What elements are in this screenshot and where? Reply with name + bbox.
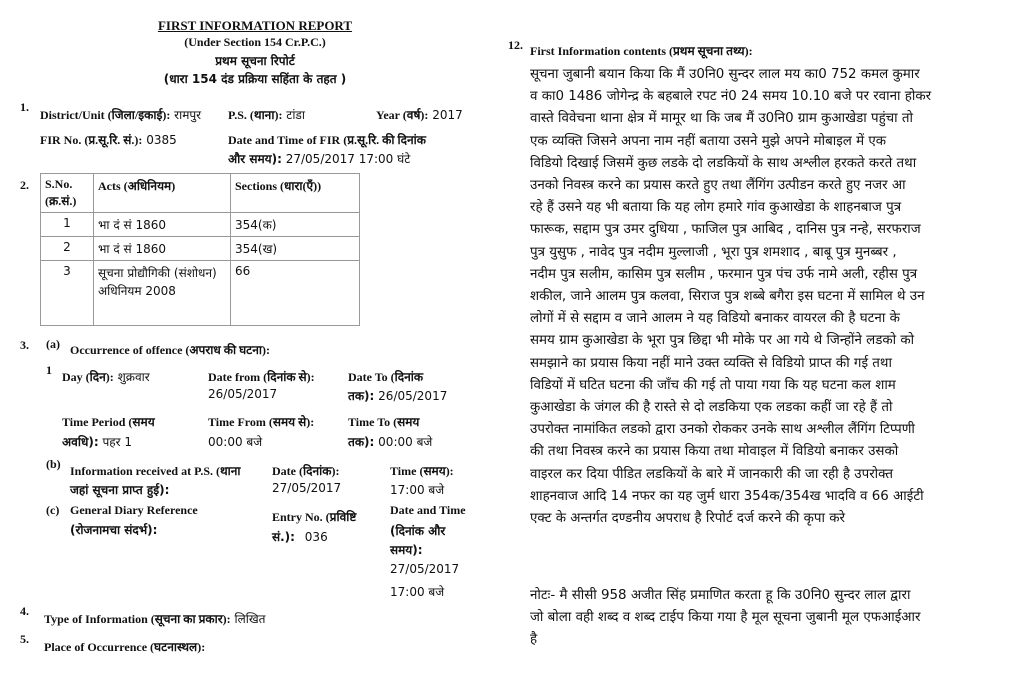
entry-no-label-2: सं.): <box>272 530 295 544</box>
year-label: Year (वर्ष): <box>376 108 429 122</box>
item-number: 1 <box>46 363 52 377</box>
date-to-label-2: तक): <box>348 389 375 403</box>
section-number: 12. <box>508 38 523 52</box>
time-from-label: Time From (समय से): <box>208 415 315 429</box>
content-line: एक्ट के अन्तर्गत दण्डनीय अपराध है रिपोर्ट दर्ज करने की कृपा करे <box>530 511 846 527</box>
diary-time-value: 17:00 बजे <box>390 585 445 599</box>
cell-act: भा दं सं 1860 <box>94 213 231 237</box>
certification-note <box>530 585 920 652</box>
info-type-value: लिखित <box>234 612 266 626</box>
table-row <box>41 237 360 261</box>
info-type-field <box>44 610 266 627</box>
time-to-label-2: तक): <box>348 435 375 449</box>
report-subtitle: (Under Section 154 Cr.P.C.) <box>184 35 326 49</box>
date-from-value: 26/05/2017 <box>208 387 278 401</box>
content-line: सूचना जुबानी बयान किया कि मैं उ0नि0 सुन्दर लाल मय का0 752 कमल कुमार <box>530 67 920 82</box>
entry-no-field <box>272 528 328 545</box>
content-line: रहे हैं उसने यह भी बताया कि यह लोग हमारे गांव कुआखेडा के शाहनबाज पुत्र <box>530 200 902 216</box>
place-of-occurrence-label: Place of Occurrence (घटनास्थल): <box>44 640 206 654</box>
year-field <box>376 106 463 123</box>
fir-number-field <box>40 131 177 148</box>
content-line: एक व्यक्ति जिसने अपना नाम नहीं बताया उसने मुझे अपने मोबाइल में एक <box>530 133 887 149</box>
cell-act: सूचना प्रोद्यौगिकी (संशोधन) अधिनियम 2008 <box>94 261 231 326</box>
entry-no-value: 036 <box>304 530 328 544</box>
date-to-field <box>348 387 447 404</box>
diary-datetime-label-3: समय): <box>390 543 423 557</box>
table-row <box>41 261 360 326</box>
table-row <box>41 213 360 237</box>
day-value: शुक्रवार <box>117 370 150 384</box>
cell-sno: 3 <box>41 261 94 326</box>
occurrence-label: Occurrence of offence (अपराध की घटना): <box>70 343 270 357</box>
police-station-label: P.S. (थाना): <box>228 108 283 122</box>
time-to-field <box>348 433 432 450</box>
col-header-sections: Sections (धारा(एँ)) <box>231 174 360 213</box>
note-line: जो बोला वही शब्द व शब्द टाईप किया गया है मूल सूचना जुबानी मूल एफआईआर <box>530 610 921 626</box>
report-title: FIRST INFORMATION REPORT <box>157 18 353 33</box>
section-number: 1. <box>20 100 29 114</box>
content-line: की तथा निवस्त्र करने का प्रयास किया तथा मोवाइल में विडियो बनाकर उसको <box>530 444 899 460</box>
content-line: कुआखेडा के जंगल की है रास्ते से दो लडकिया एक लडका कहीं जा रहे हैं तो <box>530 400 893 416</box>
cell-sno: 2 <box>41 237 94 261</box>
content-line: व का0 1486 जोगेन्द्र के बहबाले रपट नं0 24 समय 10.10 बजे पर रवाना होकर <box>530 89 932 105</box>
subsection-a-tag: (a) <box>46 337 60 351</box>
content-line: विडियों में घटित घटना की जाँच की गई तो पाया गया कि यह घटना कल शाम <box>530 377 896 393</box>
col-header-sno: S.No. (क्र.सं.) <box>41 174 94 213</box>
content-line: उपरोक्त नामांकित लडको द्वारा उनको रोककर उनके साथ अश्लील लैंगिंग टिप्पणी <box>530 422 915 438</box>
info-type-label: Type of Information (सूचना का प्रकार): <box>44 612 231 626</box>
fir-datetime-label-2: और समय): <box>228 152 282 166</box>
subsection-b-tag: (b) <box>46 457 61 471</box>
cell-section: 354(ख) <box>231 237 360 261</box>
day-label: Day (दिन): <box>62 370 114 384</box>
diary-ref-label: General Diary Reference <box>70 503 198 517</box>
section-number: 3. <box>20 338 29 352</box>
diary-date-value: 27/05/2017 <box>390 562 460 576</box>
subsection-c-tag: (c) <box>46 503 60 517</box>
content-line: समझाने का प्रयास किया नहीं माने उक्त व्यक्ति से विडियो प्राप्त की गई तथा <box>530 355 892 371</box>
acts-table <box>40 173 360 326</box>
fir-number-value: 0385 <box>146 133 177 147</box>
content-line: उनको निवस्त्र करने का प्रयास करते हुए तथा लैंगिंग उत्पीडन करते हुए नजर आ <box>530 178 906 194</box>
fir-contents-body <box>530 64 1000 530</box>
info-received-label: Information received at P.S. (थाना <box>70 464 241 478</box>
note-line: नोटः- मै सीसी 958 अजीत सिंह प्रमाणित करता हू कि उ0नि0 सुन्दर लाल द्वारा <box>530 588 911 603</box>
time-to-label: Time To (समय <box>348 415 420 429</box>
district-label: District/Unit (जिला/इकाई): <box>40 108 171 122</box>
section-number: 2. <box>20 178 29 192</box>
content-line: शकील, जाने आलम पुत्र कलवा, सिराज पुत्र शब्बे बगैरा इस घटना में सामिल थे उन <box>530 289 925 305</box>
content-line: नदीम पुत्र सलीम, कासिम पुत्र सलीम , फरमान पुत्र पंच उर्फ नामे अली, रहीस पुत्र <box>530 266 918 282</box>
info-received-label-2: जहां सूचना प्राप्त हुई): <box>70 483 170 497</box>
received-date-label: Date (दिनांक): <box>272 464 340 478</box>
table-header-row <box>41 174 360 213</box>
time-period-label-2: अवधि): <box>62 435 99 449</box>
year-value: 2017 <box>432 108 463 122</box>
note-line: है <box>530 632 538 648</box>
district-field <box>40 106 201 123</box>
content-line: शाहनवाज आदि 14 नफर का यह जुर्म धारा 354क/354ख भादवि व 66 आईटी <box>530 488 924 504</box>
section-number: 4. <box>20 604 29 618</box>
section-number: 5. <box>20 632 29 646</box>
fir-contents-label: First Information contents (प्रथम सूचना तथ्य): <box>530 44 753 58</box>
police-station-field <box>228 106 305 123</box>
received-date-value: 27/05/2017 <box>272 481 342 495</box>
fir-datetime-field <box>228 150 410 167</box>
cell-section: 354(क) <box>231 213 360 237</box>
content-line: पुत्र युसुफ , नावेद पुत्र नदीम मुल्लाजी , भूरा पुत्र शमशाद , बाबू पुत्र मुनब्बर , <box>530 244 897 260</box>
col-header-acts: Acts (अधिनियम) <box>94 174 231 213</box>
report-title-hindi: प्रथम सूचना रिपोर्ट <box>215 54 295 68</box>
fir-number-label: FIR No. (प्र.सू.रि. सं.): <box>40 133 143 147</box>
fir-datetime-label: Date and Time of FIR (प्र.सू.रि. की दिनांक <box>228 133 426 147</box>
content-line: विडियो दिखाई जिसमें कुछ लडके दो लडकियों के साथ अश्लील हरकते करते तथा <box>530 155 917 171</box>
time-period-label: Time Period (समय <box>62 415 155 429</box>
diary-datetime-label-2: (दिनांक और <box>390 524 446 538</box>
content-line: फारूक, सद्दाम पुत्र उमर दुधिया , फाजिल पुत्र आबिद , दानिस पुत्र नन्हे, सरफराज <box>530 222 921 238</box>
date-from-label: Date from (दिनांक से): <box>208 370 315 384</box>
received-time-value: 17:00 बजे <box>390 483 445 497</box>
time-from-value: 00:00 बजे <box>208 435 263 449</box>
time-period-field <box>62 433 132 450</box>
content-line: समय ग्राम कुआखेडा के भूरा पुत्र छिद्दा भी मोके पर आ गये थे जिन्होंने लडको को <box>530 333 915 349</box>
police-station-value: टांडा <box>286 108 305 122</box>
fir-datetime-value: 27/05/2017 17:00 घंटे <box>285 152 411 166</box>
report-subtitle-hindi: (धारा 154 दंड प्रक्रिया सहिंता के तहत ) <box>163 72 347 86</box>
time-period-value: पहर 1 <box>102 435 132 449</box>
content-line: लोगों में से सद्दाम व जाने आलम ने यह विडियो बनाकर वायरल की है घटना के <box>530 311 900 327</box>
date-to-label: Date To (दिनांक <box>348 370 424 384</box>
day-field <box>62 368 150 385</box>
cell-section: 66 <box>231 261 360 326</box>
diary-datetime-label: Date and Time <box>390 503 466 517</box>
content-line: वास्ते विवेचना थाना क्षेत्र में मामूर था कि जब मैं उ0नि0 ग्राम कुआखेडा पहुंचा तो <box>530 111 914 127</box>
received-time-label: Time (समय): <box>390 464 454 478</box>
cell-sno: 1 <box>41 213 94 237</box>
district-value: रामपुर <box>174 108 202 122</box>
entry-no-label: Entry No. (प्रविष्टि <box>272 510 357 524</box>
date-to-value: 26/05/2017 <box>378 389 448 403</box>
time-to-value: 00:00 बजे <box>378 435 433 449</box>
content-line: वाइरल कर दिया पीडित लडकियों के बारे में जानकारी की जा रही है उपरोक्त <box>530 466 893 482</box>
diary-ref-label-2: (रोजनामचा संदर्भ): <box>70 523 158 537</box>
cell-act: भा दं सं 1860 <box>94 237 231 261</box>
